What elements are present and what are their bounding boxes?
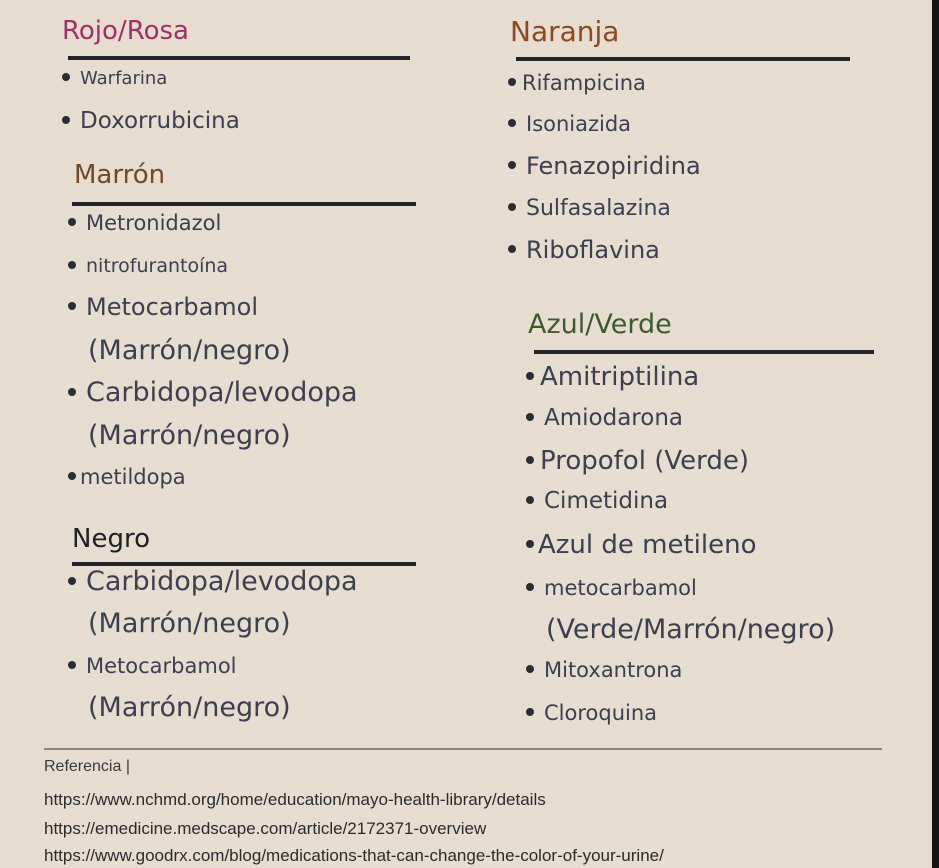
heading-marron: Marrón — [74, 160, 166, 190]
list-item-continuation: (Marrón/negro) — [88, 608, 291, 639]
rule-naranja — [516, 57, 850, 61]
list-item: Isoniazida — [508, 112, 631, 136]
bullet-icon — [62, 73, 70, 81]
list-item: Rifampicina — [508, 71, 646, 95]
list-item: Cimetidina — [526, 488, 668, 514]
bullet-icon — [68, 218, 76, 226]
bullet-icon — [508, 245, 516, 253]
heading-negro: Negro — [72, 524, 150, 554]
heading-naranja: Naranja — [510, 15, 620, 48]
bullet-icon — [68, 661, 76, 669]
reference-link[interactable]: https://www.goodrx.com/blog/medications-that-can-change-the-color-of-your-urine/ — [44, 846, 664, 865]
list-item: Fenazopiridina — [508, 152, 701, 180]
footer-divider — [44, 748, 882, 750]
right-border — [932, 0, 939, 868]
bullet-icon — [526, 708, 534, 716]
bullet-icon — [508, 119, 516, 127]
bullet-icon — [62, 116, 70, 124]
bullet-icon — [68, 577, 76, 585]
bullet-icon — [68, 388, 76, 396]
list-item-continuation: (Marrón/negro) — [88, 335, 291, 366]
list-item: Mitoxantrona — [526, 658, 682, 682]
rule-rojo-rosa — [68, 56, 410, 60]
bullet-icon — [526, 665, 534, 673]
bullet-icon — [68, 261, 76, 269]
list-item: Amitriptilina — [526, 362, 699, 392]
bullet-icon — [526, 583, 534, 591]
list-item: Amiodarona — [526, 405, 683, 431]
references-label: Referencia | — [44, 758, 130, 775]
list-item: Metocarbamol — [68, 293, 258, 321]
list-item-continuation: (Verde/Marrón/negro) — [546, 614, 836, 645]
list-item: Carbidopa/levodopa — [68, 566, 358, 597]
list-item: Metronidazol — [68, 211, 221, 235]
heading-rojo-rosa: Rojo/Rosa — [62, 16, 189, 46]
bullet-icon — [68, 302, 76, 310]
bullet-icon — [526, 413, 534, 421]
list-item: Riboflavina — [508, 236, 660, 264]
reference-link[interactable]: https://www.nchmd.org/home/education/mayo-health-library/details — [44, 790, 546, 809]
list-item: Azul de metileno — [526, 530, 757, 560]
list-item: Carbidopa/levodopa — [68, 377, 358, 408]
bullet-icon — [508, 203, 516, 211]
reference-link[interactable]: https://emedicine.medscape.com/article/2172371-overview — [44, 819, 487, 838]
list-item-continuation: (Marrón/negro) — [88, 692, 291, 723]
list-item: Metocarbamol — [68, 654, 237, 678]
bullet-icon — [526, 372, 534, 380]
rule-azul-verde — [534, 350, 874, 354]
list-item: metocarbamol — [526, 576, 697, 600]
list-item: nitrofurantoína — [68, 255, 228, 277]
bullet-icon — [508, 78, 516, 86]
bullet-icon — [68, 472, 76, 480]
list-item: Warfarina — [62, 68, 167, 89]
list-item: Cloroquina — [526, 701, 657, 725]
list-item: Sulfasalazina — [508, 196, 671, 221]
list-item: metildopa — [68, 465, 186, 489]
list-item: Doxorrubicina — [62, 108, 240, 134]
heading-azul-verde: Azul/Verde — [528, 309, 672, 340]
bullet-icon — [526, 456, 534, 464]
rule-marron — [72, 202, 416, 206]
bullet-icon — [508, 161, 516, 169]
list-item: Propofol (Verde) — [526, 446, 749, 476]
list-item-continuation: (Marrón/negro) — [88, 420, 291, 451]
bullet-icon — [526, 540, 534, 548]
bullet-icon — [526, 496, 534, 504]
